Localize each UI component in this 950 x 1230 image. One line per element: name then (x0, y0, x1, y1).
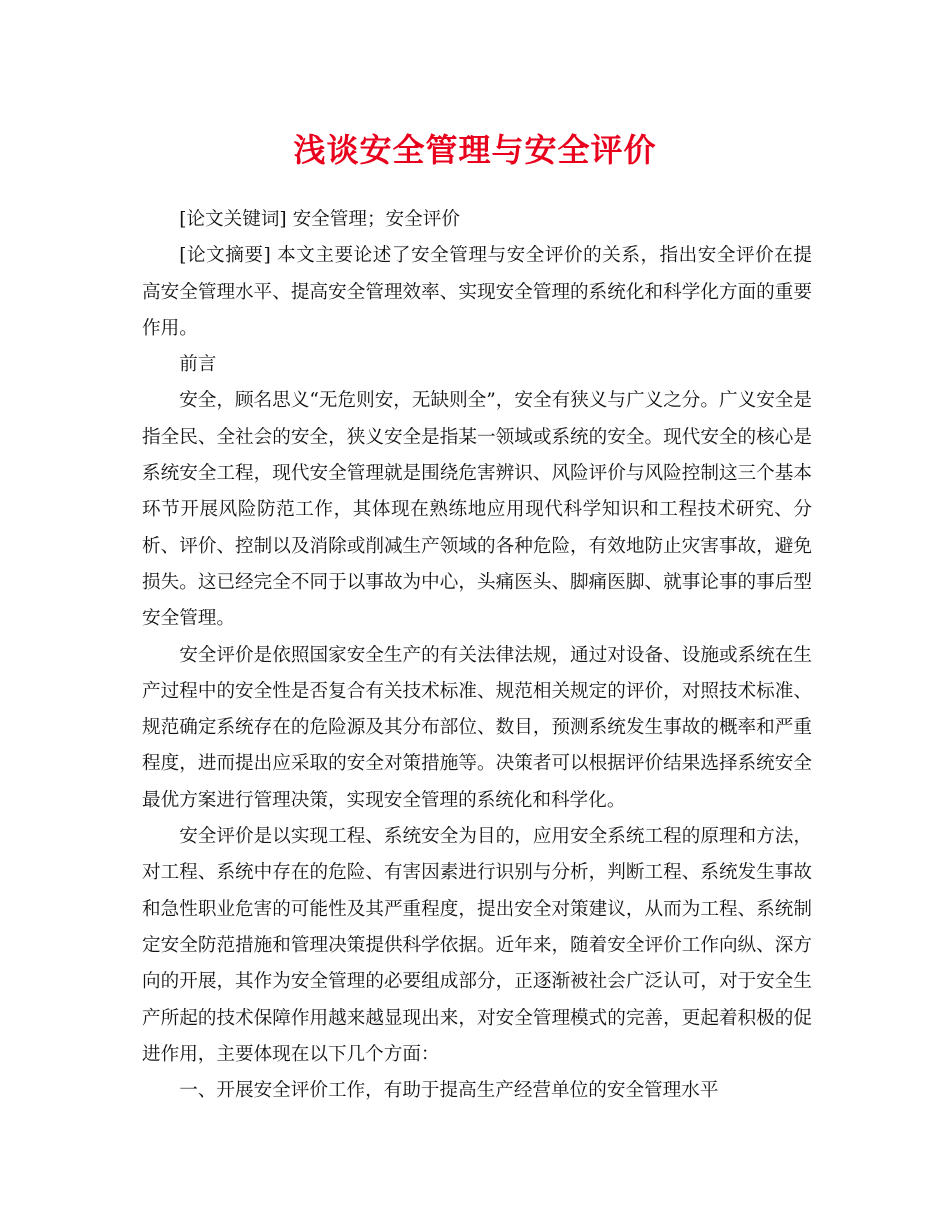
document-body (142, 202, 812, 1109)
body-paragraph: 安全，顾名思义“无危则安，无缺则全”，安全有狭义与广义之分。广义安全是指全民、全社会的安全，狭义安全是指某一领域或系统的安全。现代安全的核心是系统安全工程，现代安全管理就是围绕危害辨识、风险评价与风险控制这三个基本环节开展风险防范工作，其体现在熟练地应用现代科学知识和工程技术研究、分析、评价、控制以及消除或削减生产领域的各种危险，有效地防止灾害事故，避免损失。这已经完全不同于以事故为中心，头痛医头、脚痛医脚、就事论事的事后型安全管理。 (142, 390, 812, 630)
abstract-paragraph: [论文摘要] 本文主要论述了安全管理与安全评价的关系，指出安全评价在提高安全管理水平、提高安全管理效率、实现安全管理的系统化和科学化方面的重要作用。 (142, 245, 812, 339)
document-title: 浅谈安全管理与安全评价 (293, 131, 657, 169)
keywords-paragraph: [论文关键词] 安全管理；安全评价 (179, 209, 460, 230)
section-heading: 一、开展安全评价工作，有助于提高生产经营单位的安全管理水平 (179, 1080, 719, 1102)
body-paragraph: 安全评价是以实现工程、系统安全为目的，应用安全系统工程的原理和方法，对工程、系统中存在的危险、有害因素进行识别与分析，判断工程、系统发生事故和急性职业危害的可能性及其严重程度，提出安全对策建议，从而为工程、系统制定安全防范措施和管理决策提供科学依据。近年来，随着安全评价工作向纵、深方向的开展，其作为安全管理的必要组成部分，正逐渐被社会广泛认可，对于安全生产所起的技术保障作用越来越显现出来，对安全管理模式的完善，更起着积极的促进作用，主要体现在以下几个方面： (142, 826, 812, 1065)
body-paragraph: 安全评价是依照国家安全生产的有关法律法规，通过对设备、设施或系统在生产过程中的安全性是否复合有关技术标准、规范相关规定的评价，对照技术标准、规范确定系统存在的危险源及其分布部位、数目，预测系统发生事故的概率和严重程度，进而提出应采取的安全对策措施等。决策者可以根据评价结果选择系统安全最优方案进行管理决策，实现安全管理的系统化和科学化。 (142, 644, 812, 811)
preface-heading: 前言 (179, 354, 217, 376)
